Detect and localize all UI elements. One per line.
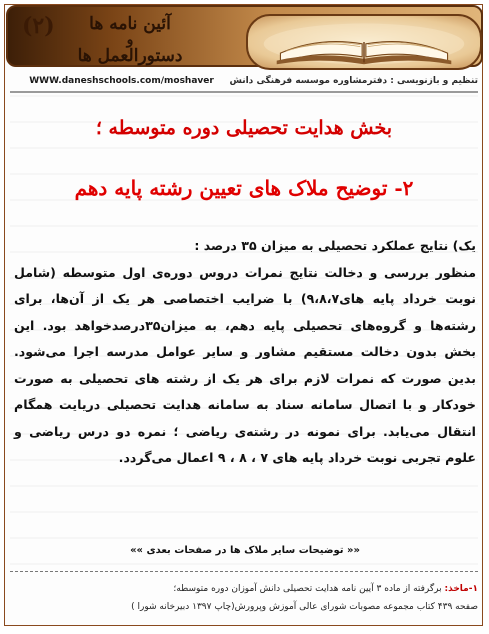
footnote-line-1	[12, 580, 478, 598]
website-url[interactable]: WWW.daneshschools.com/moshaver	[29, 76, 214, 86]
footnote-line-2: صفحه ۴۳۹ کتاب مجموعه مصوبات شورای عالی آموزش وپرورش(چاپ ۱۳۹۷ دبیرخانه شورا )	[131, 602, 478, 612]
footnote-divider	[10, 571, 478, 572]
section-title: بخش هدایت تحصیلی دوره متوسطه ؛	[95, 117, 393, 139]
header-banner	[6, 5, 483, 67]
body-text	[14, 233, 476, 472]
footnote	[12, 580, 478, 616]
title-line-2: و	[126, 32, 134, 48]
open-book-icon	[248, 16, 480, 68]
sub-title: ۲- توضیح ملاک های تعیین رشته پایه دهم	[74, 176, 414, 200]
footnote-source: برگرفته از ماده ۳ آیین نامه هدایت تحصیلی دانش آموزان دوره متوسطه؛	[173, 584, 445, 594]
body-heading: یک) نتایج عملکرد تحصیلی به میزان ۳۵ درصد :	[194, 238, 476, 253]
body-paragraph: منظور بررسی و دخالت نتایج نمرات دروس دوره‌ی اول متوسطه (شامل نوبت خرداد پایه های۹،۸،۷) با ضرایب اختصاصی هر یک از آن‌ها، برای رشته‌ها و گروه‌های تحصیلی پایه دهم، به میزان۳۵درصدخواهد بود. این بخش بدون دخالت مستقیم مشاور و سایر عوامل مدرسه اجرا می‌شود. بدین صورت که نمرات لازم برای هر یک از رشته های تحصیلی به صورت خودکار و با اتصال سامانه سناد به سامانه هدایت تحصیلی دریایت همگام انتقال می‌یابد. برای نمونه در رشته‌ی ریاضی ؛ نمره دو درس ریاضی و علوم تجربی نوبت خرداد پایه های ۷ ، ۸ ، ۹ اعمال می‌گردد.	[14, 264, 476, 465]
more-criteria-note: «« توضیحات سایر ملاک ها در صفحات بعدی »»	[130, 545, 360, 556]
header-divider	[10, 91, 478, 93]
part-number: (۲)	[22, 13, 55, 39]
footnote-label: ۱-ماخذ:	[444, 584, 478, 594]
title-line-3: دستورالعمل ها	[77, 46, 183, 66]
credit-text: تنظیم و بازنویسی : دفترمشاوره موسسه فرهنگی دانش	[229, 76, 478, 86]
credit-line	[12, 76, 478, 86]
header-title	[18, 15, 242, 71]
open-book-emblem	[246, 14, 482, 70]
title-line-1: آئین نامه ها	[89, 14, 171, 34]
